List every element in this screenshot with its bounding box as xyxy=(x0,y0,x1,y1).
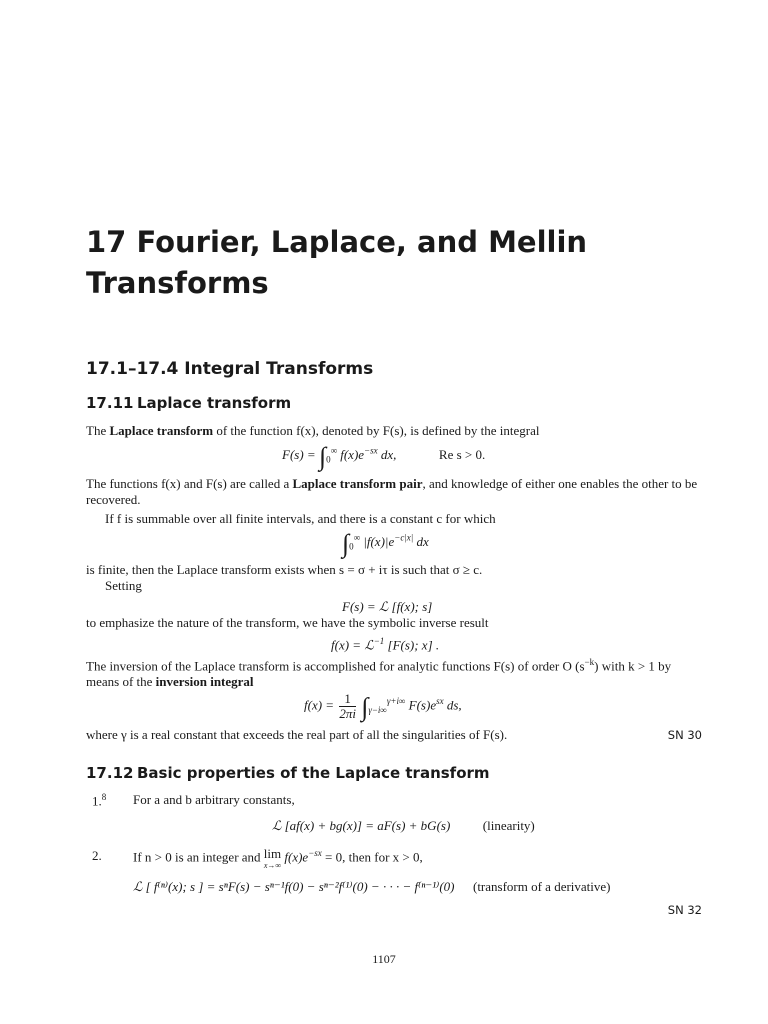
subsection-title: Basic properties of the Laplace transform xyxy=(137,764,490,782)
lower-limit: 0 xyxy=(349,541,354,552)
term-inversion-integral: inversion integral xyxy=(155,674,254,690)
integrand: F(s)e xyxy=(408,697,437,713)
item-number: 2. xyxy=(92,848,102,863)
upper-limit: ∞ xyxy=(353,532,361,543)
exponent: −c|x| xyxy=(394,532,414,543)
subsection-heading-properties xyxy=(86,764,490,782)
integral-sign: ∫ xyxy=(342,529,350,558)
text: The functions f(x) and F(s) are called a xyxy=(86,476,293,491)
item-number xyxy=(92,792,106,809)
upper-limit: γ+i∞ xyxy=(386,696,406,707)
numerator: 1 xyxy=(339,692,356,707)
subsection-heading-laplace xyxy=(86,394,291,412)
equation-existence-integral xyxy=(342,531,429,557)
lim-sub: x→∞ xyxy=(263,861,282,870)
paragraph-gamma: where γ is a real constant that exceeds the real part of all the singularities of F(s). xyxy=(86,727,508,742)
eq-part: [F(s); x] . xyxy=(384,637,440,653)
eq-note: (transform of a derivative) xyxy=(472,879,611,894)
side-note-reference: SN 32 xyxy=(667,903,702,917)
differential: dx xyxy=(413,534,429,549)
chapter-title: 17 Fourier, Laplace, and Mellin Transforms xyxy=(86,225,588,300)
text: If n > 0 is an integer and xyxy=(133,849,264,865)
text: f(x)e xyxy=(281,849,309,865)
eq-lhs: F(s) = xyxy=(282,447,316,462)
item-text xyxy=(133,848,423,872)
equation-notation: F(s) = ℒ [f(x); s] xyxy=(342,599,433,614)
differential: ds, xyxy=(443,697,462,713)
term-laplace-transform: Laplace transform xyxy=(109,423,214,438)
section-heading: 17.1–17.4 Integral Transforms xyxy=(86,359,374,379)
integral-sign: ∫ xyxy=(318,442,327,471)
eq-part: f(x) = ℒ xyxy=(331,637,374,653)
page-number: 1107 xyxy=(372,952,396,966)
text: of the function f(x), denoted by F(s), is defined by the integral xyxy=(213,423,540,438)
term-transform-pair: Laplace transform pair xyxy=(292,476,423,491)
subsection-title: Laplace transform xyxy=(137,394,292,412)
paragraph-summable: If f is summable over all finite intervals, and there is a constant c for which xyxy=(105,511,496,526)
exponent: −sx xyxy=(364,445,378,456)
exponent: sx xyxy=(436,696,444,707)
lower-limit: 0 xyxy=(326,454,331,465)
condition: Re s > 0. xyxy=(438,447,486,462)
integrand: |f(x)|e xyxy=(363,534,395,549)
equation-linearity xyxy=(272,818,535,834)
footnote-marker: 8 xyxy=(101,792,107,802)
side-note-reference: SN 30 xyxy=(667,728,702,742)
item-number-text: 1. xyxy=(92,793,102,809)
text: The inversion of the Laplace transform is accomplished for analytic functions F(s) of order O (s xyxy=(86,658,585,674)
exponent: −1 xyxy=(373,636,385,646)
equation-laplace-definition xyxy=(282,444,485,470)
equation-derivative xyxy=(133,879,611,895)
text: , and knowledge of either one enables the other to be recovered. xyxy=(86,476,698,507)
lim-word: lim xyxy=(263,846,282,861)
fraction xyxy=(339,692,356,721)
eq-note: (linearity) xyxy=(482,818,535,833)
upper-limit: ∞ xyxy=(330,445,337,456)
integral-sign: ∫ xyxy=(361,692,369,722)
paragraph-definition xyxy=(86,423,706,439)
text: = 0, then for x > 0, xyxy=(321,849,423,865)
subsection-number: 17.12 xyxy=(86,764,134,782)
paragraph-inversion xyxy=(86,654,706,690)
paragraph-finite: is finite, then the Laplace transform exists when s = σ + iτ is such that σ ≥ c. xyxy=(86,562,483,577)
differential: dx, xyxy=(377,447,397,462)
equation-inverse xyxy=(331,636,439,653)
text: The xyxy=(86,423,110,438)
equation-inversion-integral xyxy=(304,692,462,721)
integrand: f(x)e xyxy=(340,447,365,462)
exponent: −sx xyxy=(308,848,322,858)
item-text: For a and b arbitrary constants, xyxy=(133,792,295,807)
text: ) with k > 1 by means of the xyxy=(86,658,672,690)
eq-lhs: f(x) = xyxy=(304,697,335,713)
exponent: −k xyxy=(584,657,595,667)
eq-body: ℒ [af(x) + bg(x)] = aF(s) + bG(s) xyxy=(272,818,451,833)
paragraph-setting: Setting xyxy=(105,578,142,593)
paragraph-transform-pair xyxy=(86,476,706,508)
lower-limit: γ−i∞ xyxy=(368,705,387,716)
limit xyxy=(264,848,281,872)
eq-body: ℒ [ f⁽ⁿ⁾(x); s ] = sⁿF(s) − sⁿ⁻¹f(0) − sⁿ⁻²f⁽¹⁾(0) − · · · − f⁽ⁿ⁻¹⁾(0) xyxy=(133,879,455,894)
denominator: 2πi xyxy=(339,706,356,721)
paragraph-emphasize: to emphasize the nature of the transform, we have the symbolic inverse result xyxy=(86,615,489,630)
subsection-number: 17.11 xyxy=(86,394,134,412)
